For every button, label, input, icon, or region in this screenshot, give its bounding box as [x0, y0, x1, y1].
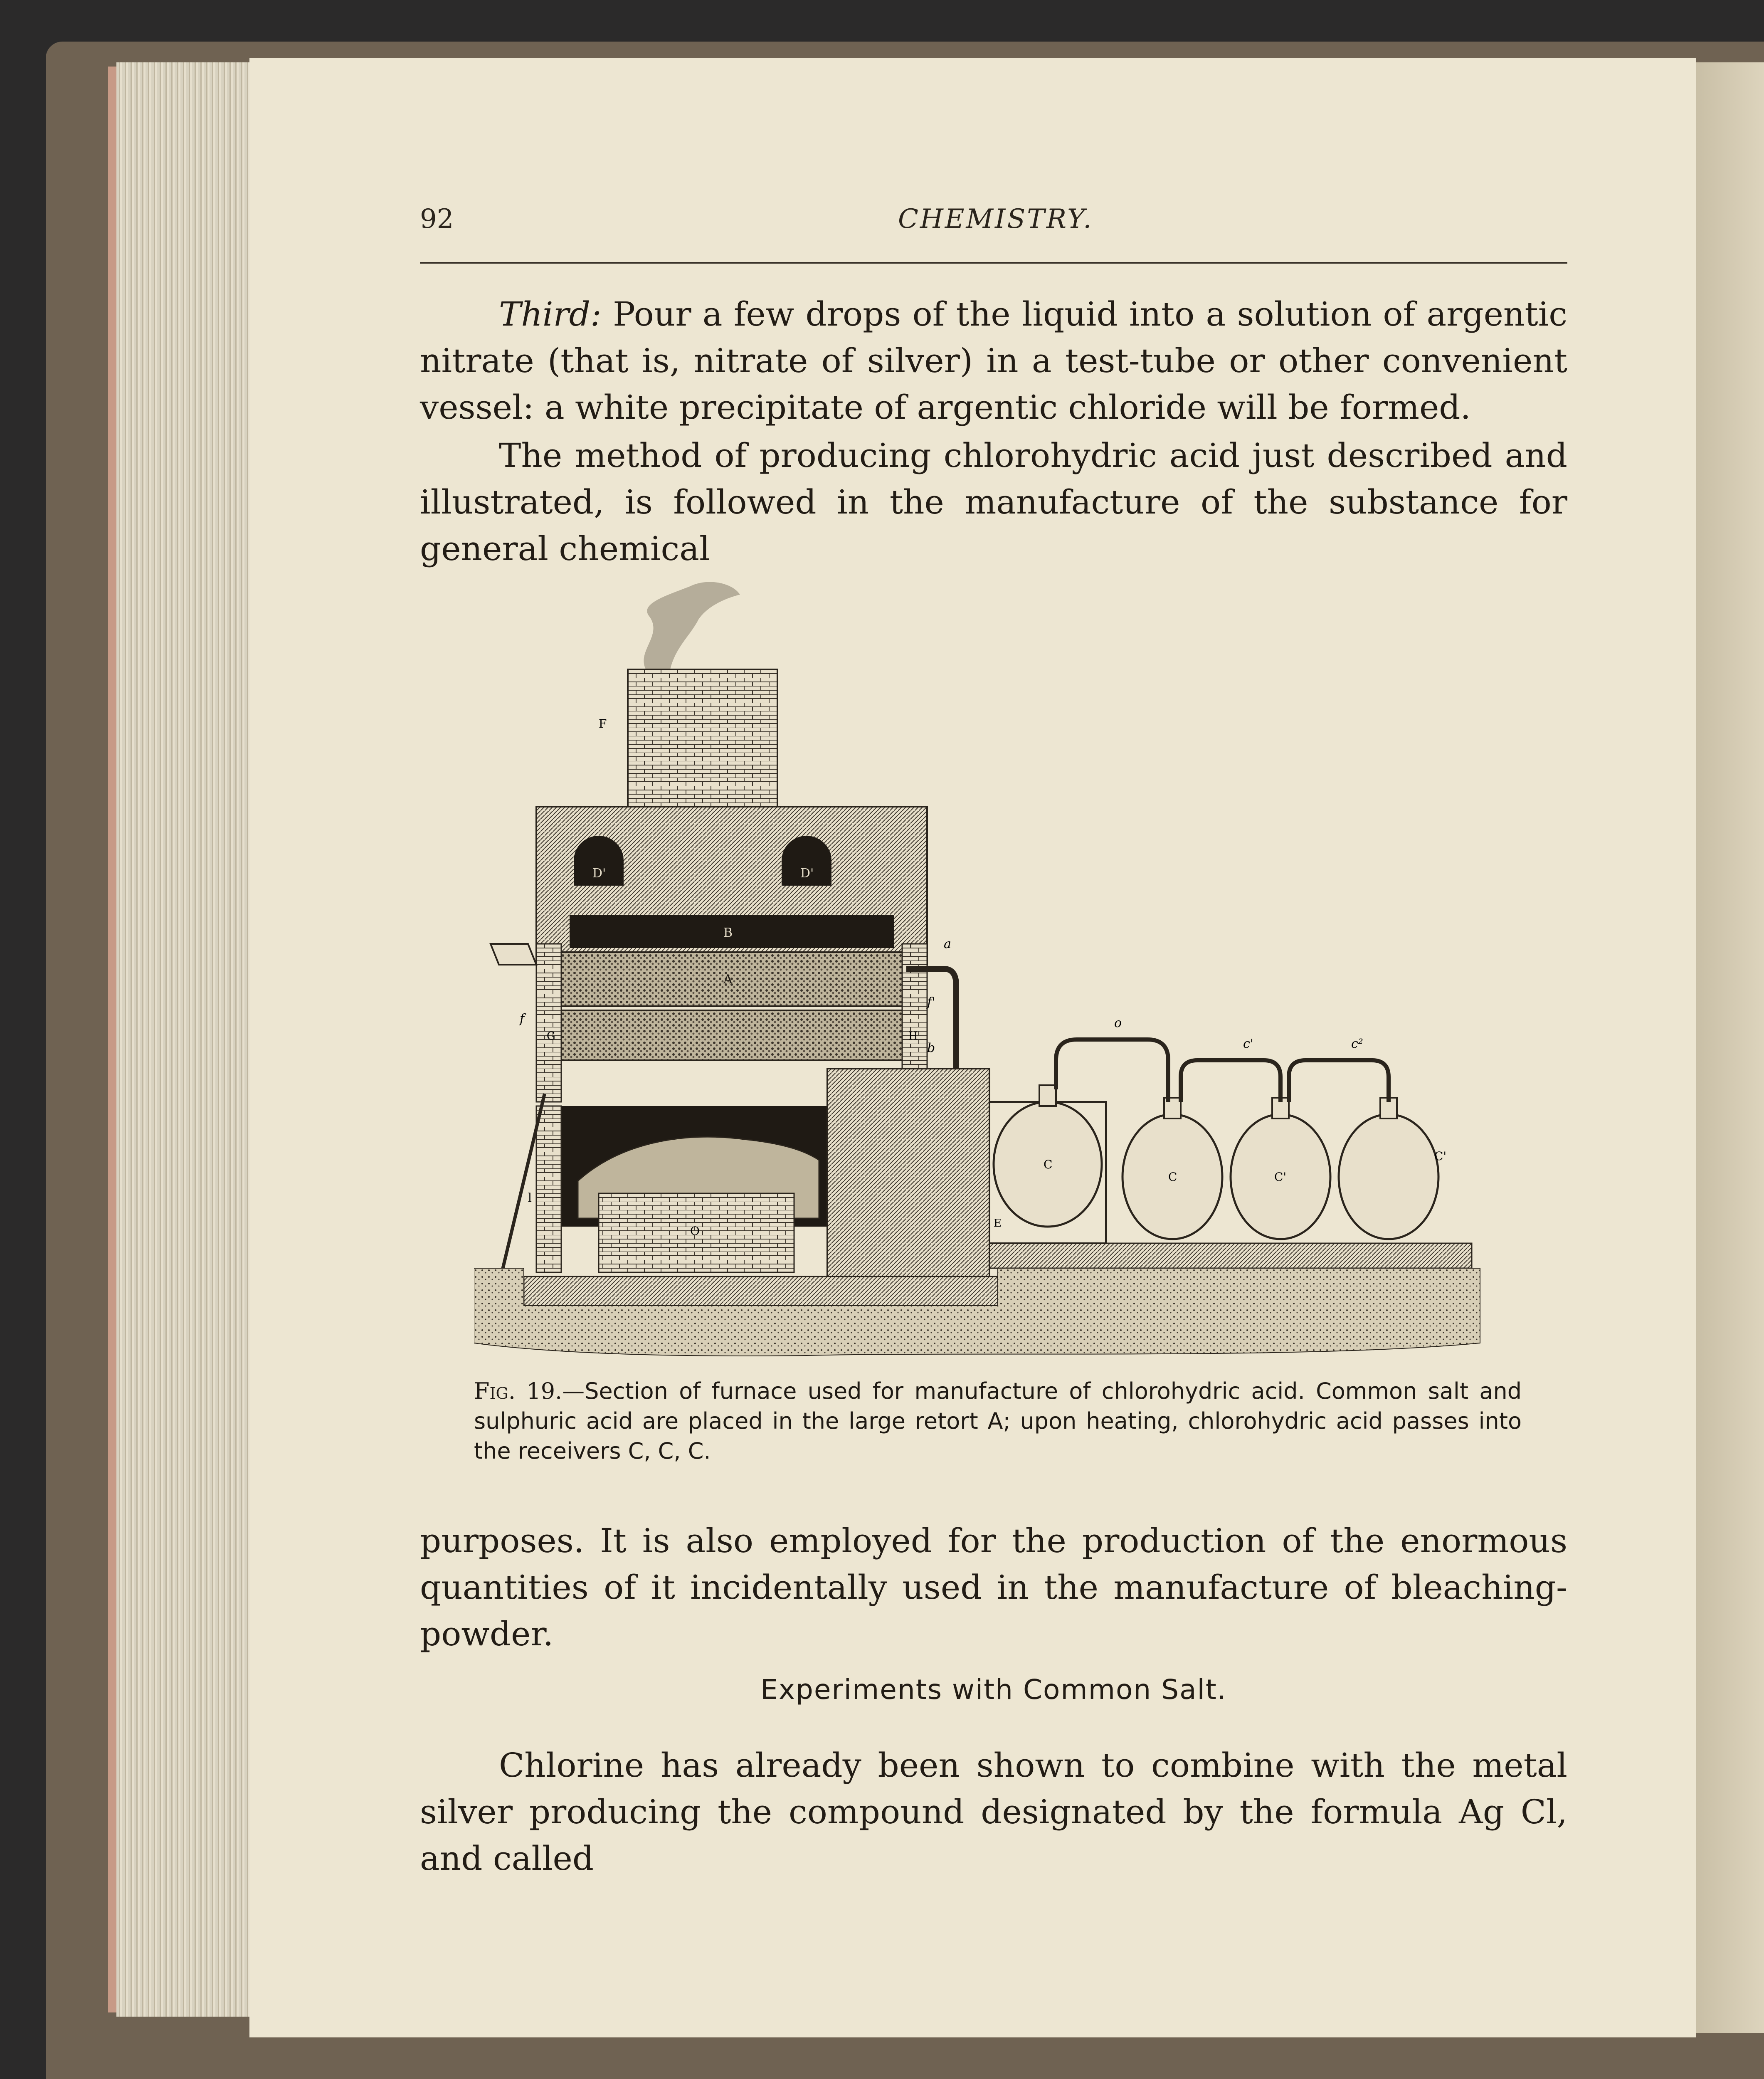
paragraph-lead: Third:	[499, 295, 602, 333]
svg-text:f: f	[520, 1012, 525, 1026]
section-heading: Experiments with Common Salt.	[760, 1674, 1227, 1706]
svg-text:B: B	[723, 926, 733, 940]
page-number: 92	[420, 204, 454, 235]
svg-text:C: C	[1168, 1170, 1177, 1184]
svg-text:D': D'	[800, 866, 814, 881]
figure-caption	[474, 1376, 1522, 1466]
receiver-C1	[994, 1085, 1102, 1227]
paragraph-purposes	[420, 1518, 1567, 1657]
nozzle	[491, 944, 536, 965]
paragraph-chlorine	[420, 1742, 1567, 1882]
furnace-illustration	[474, 570, 1513, 1360]
label-F: F	[599, 717, 607, 731]
svg-text:C: C	[1044, 1158, 1053, 1171]
receiver-platform	[989, 1243, 1472, 1268]
figure-caption-label: Fig. 19.	[474, 1378, 563, 1404]
svg-text:G: G	[547, 1030, 555, 1042]
svg-text:H: H	[908, 1030, 918, 1042]
receiver-C3	[1231, 1098, 1330, 1239]
page-edges	[116, 62, 258, 2017]
svg-text:a: a	[944, 937, 951, 951]
paragraph-text: purposes. It is also employed for the production of the enormous quantities of it incidentally used in the manufacture of bleaching-powder.	[420, 1521, 1567, 1653]
furnace-base	[524, 1277, 998, 1306]
svg-text:f': f'	[927, 995, 935, 1010]
receiver-C2	[1123, 1098, 1222, 1239]
paragraph-text: Chlorine has already been shown to combine with the metal silver producing the compound designated by the formula Ag Cl, and called	[420, 1746, 1567, 1878]
svg-text:c²: c²	[1351, 1037, 1363, 1051]
smoke	[644, 582, 740, 674]
svg-text:E: E	[994, 1217, 1002, 1230]
svg-text:b: b	[927, 1041, 935, 1055]
paragraph-method	[420, 432, 1567, 572]
svg-text:D': D'	[592, 866, 606, 881]
svg-text:A: A	[723, 972, 733, 987]
chimney	[628, 669, 777, 807]
svg-text:l: l	[528, 1191, 532, 1205]
header-rule	[420, 262, 1567, 264]
svg-text:O: O	[690, 1224, 700, 1238]
paragraph-text: Pour a few drops of the liquid into a solution of argentic nitrate (that is, nitrate of silver) in a test-tube or other convenient vessel: a white precipitate of argentic chloride will be formed.	[420, 295, 1567, 427]
svg-text:c': c'	[1243, 1037, 1254, 1051]
running-head: CHEMISTRY.	[898, 204, 1093, 235]
page-header	[420, 200, 1567, 258]
receiver-C4	[1339, 1098, 1446, 1239]
svg-text:C': C'	[1274, 1170, 1287, 1184]
facing-page-sliver	[1696, 62, 1764, 2033]
paragraph-text: The method of producing chlorohydric acid just described and illustrated, is followed in the manufacture of the substance for general chemical	[420, 436, 1567, 568]
paragraph-third-step	[420, 291, 1567, 431]
svg-text:o: o	[1114, 1016, 1122, 1030]
figure-caption-text: —Section of furnace used for manufacture of chlorohydric acid. Common salt and sulphuric acid are placed in the large retort A; upon heating, chlorohydric acid passes into the receivers C, C, C.	[474, 1378, 1522, 1464]
svg-text:C': C'	[1434, 1149, 1447, 1163]
